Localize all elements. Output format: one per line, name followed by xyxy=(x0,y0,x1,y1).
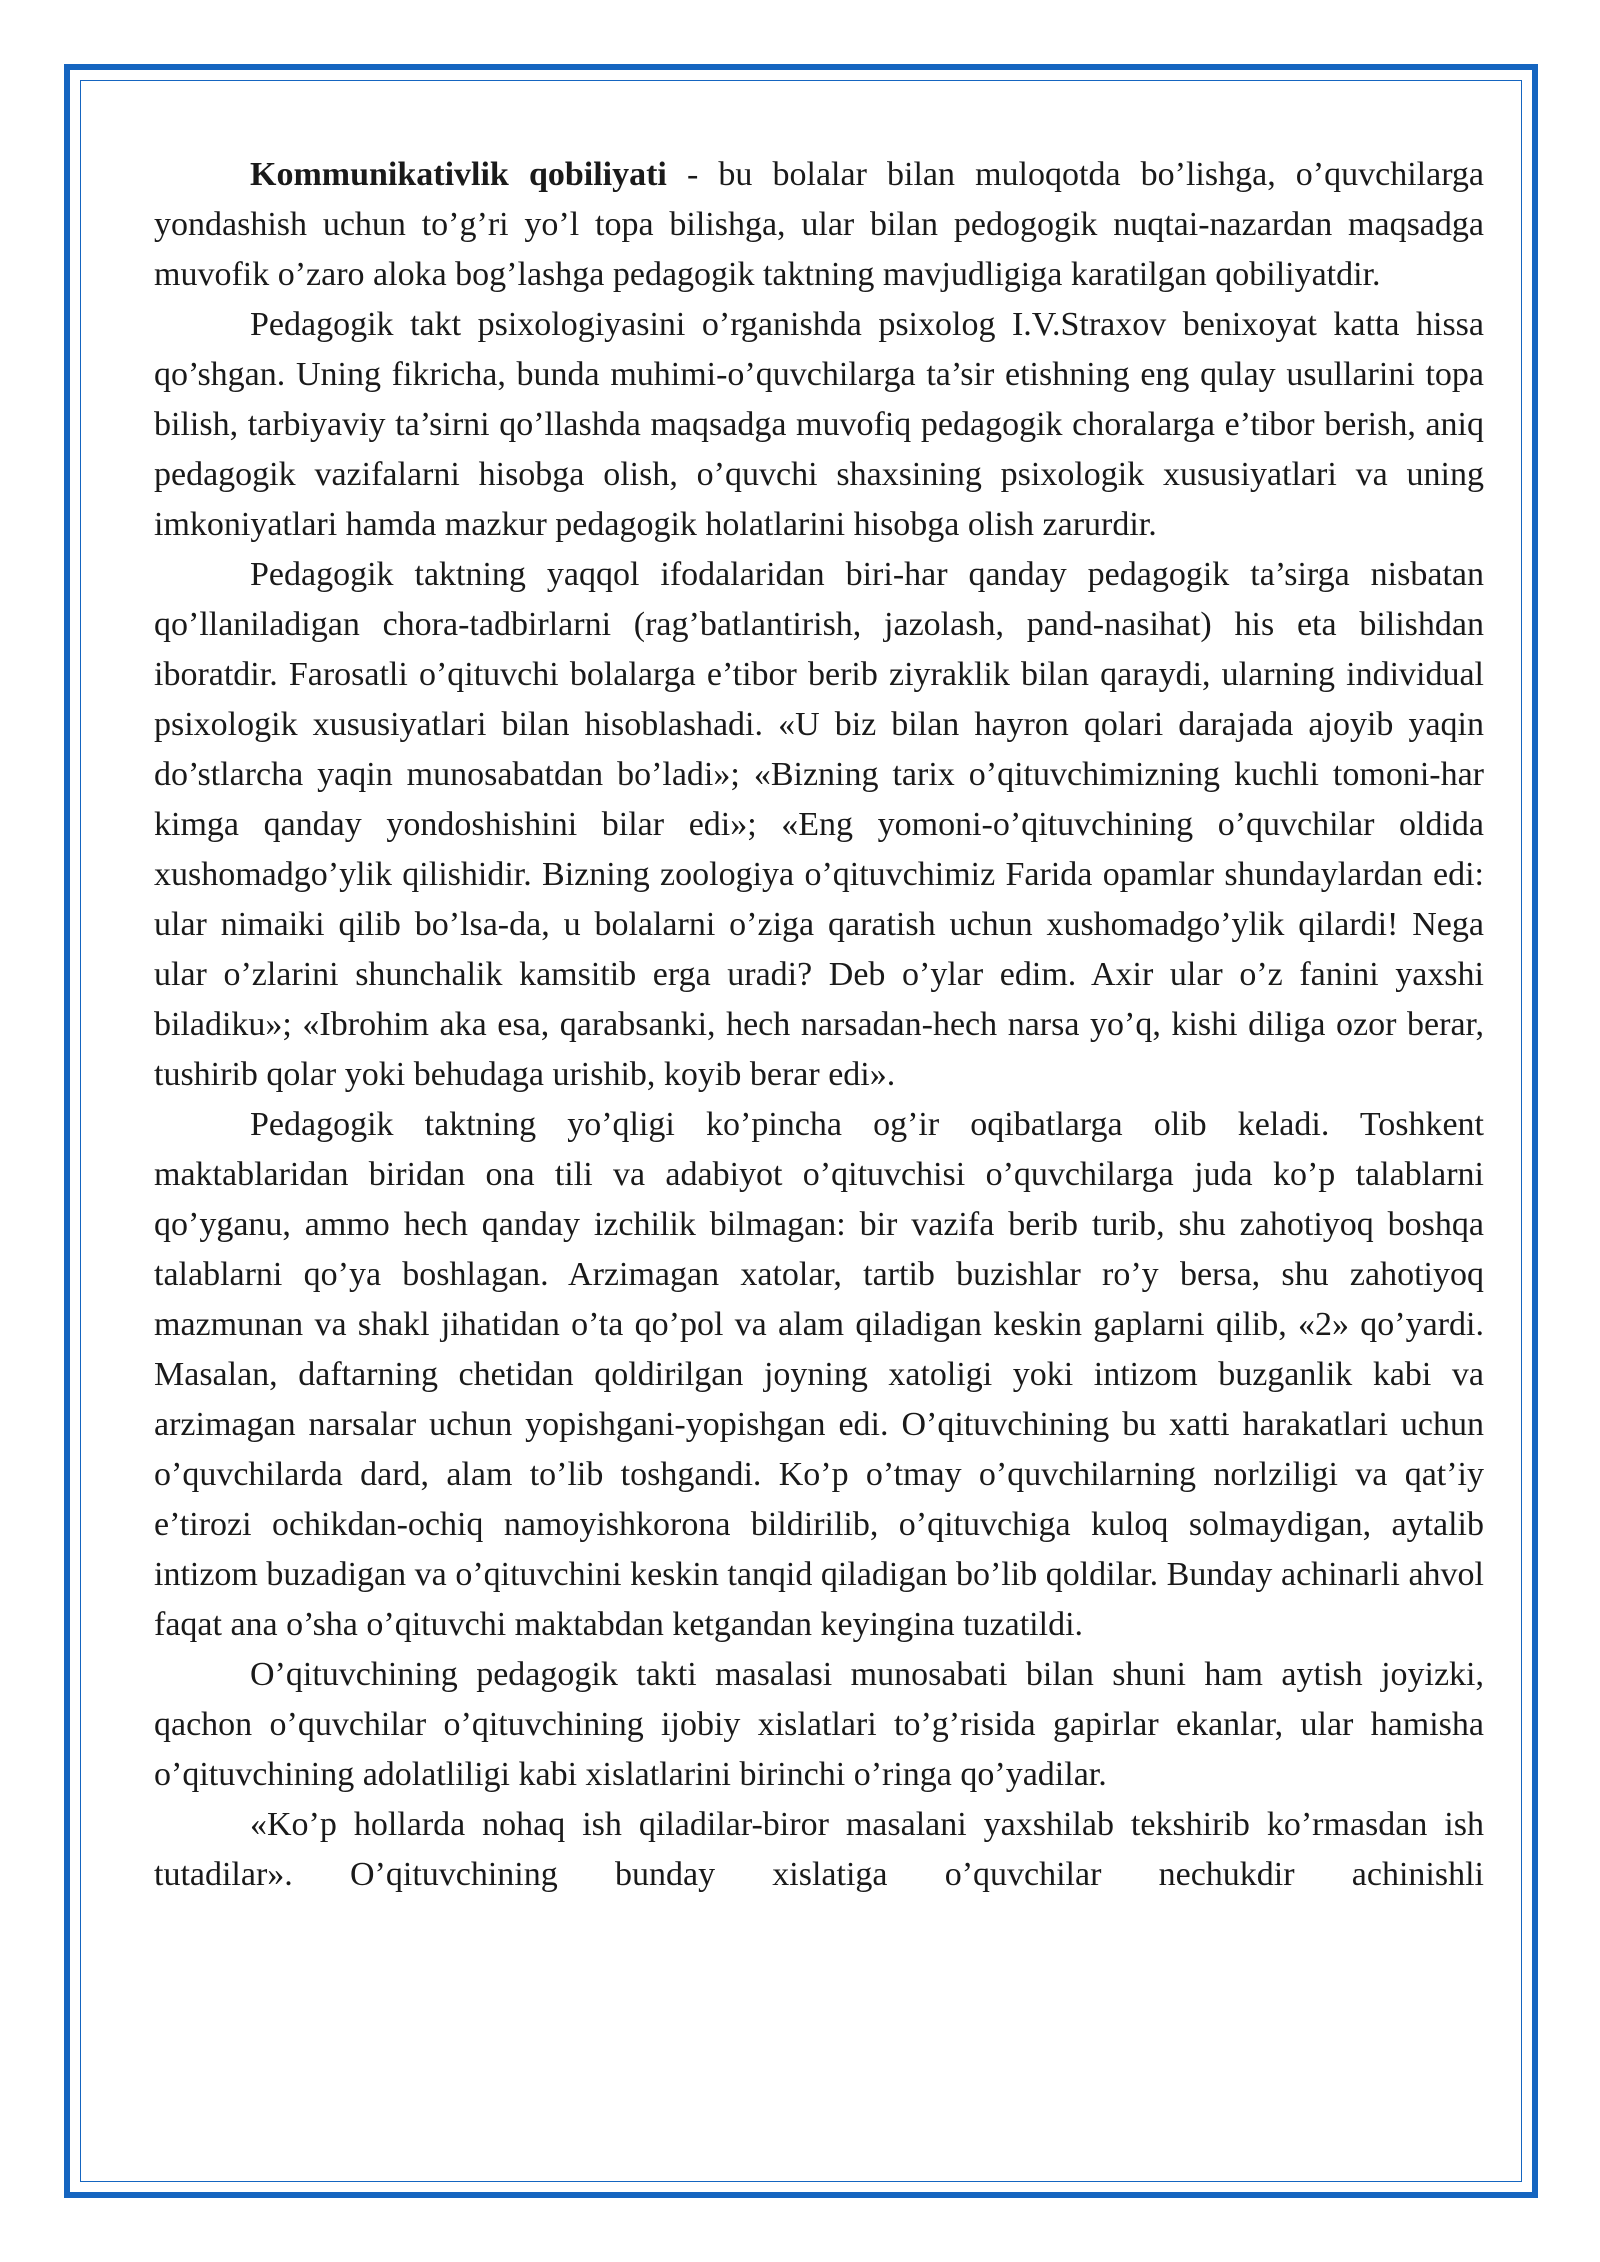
term-heading: Kommunikativlik qobiliyati xyxy=(250,156,667,193)
paragraph-1 xyxy=(154,150,1484,300)
paragraph-2: Pedagogik takt psixologiyasini o’rganishda psixolog I.V.Straxov benixoyat katta hissa qo’shgan. Uning fikricha, bunda muhimi-o’quvchilarga ta’sir etishning eng qulay usullarini topa bilish, tarbiyaviy ta’sirni qo’llashda maqsadga muvofiq pedagogik choralarga e’tibor berish, aniq pedagogik vazifalarni hisobga olish, o’quvchi shaxsining psixologik xususiyatlari va uning imkoniyatlari hamda mazkur pedagogik holatlarini hisobga olish zarurdir. xyxy=(154,306,1484,543)
paragraph-4: Pedagogik taktning yo’qligi ko’pincha og’ir oqibatlarga olib keladi. Toshkent maktablaridan biridan ona tili va adabiyot o’qituvchisi o’quvchilarga juda ko’p talablarni qo’yganu, ammo hech qanday izchilik bilmagan: bir vazifa berib turib, shu zahotiyoq boshqa talablarni qo’ya boshlagan. Arzimagan xatolar, tartib buzishlar ro’y bersa, shu zahotiyoq mazmunan va shakl jihatidan o’ta qo’pol va alam qiladigan keskin gaplarni qilib, «2» qo’yardi. Masalan, daftarning chetidan qoldirilgan joyning xatoligi yoki intizom buzganlik kabi va arzimagan narsalar uchun yopishgani-yopishgan edi. O’qituvchining bu xatti harakatlari uchun o’quvchilarda dard, alam to’lib toshgandi. Ko’p o’tmay o’quvchilarning norlziligi va qat’iy e’tirozi ochikdan-ochiq namoyishkorona bildirilib, o’qituvchiga kuloq solmaydigan, aytalib intizom buzadigan va o’qituvchini keskin tanqid qiladigan bo’lib qoldilar. Bunday achinarli ahvol faqat ana o’sha o’qituvchi maktabdan ketgandan keyingina tuzatildi. xyxy=(154,1106,1484,1643)
paragraph-3: Pedagogik taktning yaqqol ifodalaridan biri-har qanday pedagogik ta’sirga nisbatan qo’llaniladigan chora-tadbirlarni (rag’batlantirish, jazolash, pand-nasihat) his eta bilishdan iboratdir. Farosatli o’qituvchi bolalarga e’tibor berib ziyraklik bilan qaraydi, ularning individual psixologik xususiyatlari bilan hisoblashadi. «U biz bilan hayron qolari darajada ajoyib yaqin do’stlarcha yaqin munosabatdan bo’ladi»; «Bizning tarix o’qituvchimizning kuchli tomoni-har kimga qanday yondoshishini bilar edi»; «Eng yomoni-o’qituvchining o’quvchilar oldida xushomadgo’ylik qilishidir. Bizning zoologiya o’qituvchimiz Farida opamlar shundaylardan edi: ular nimaiki qilib bo’lsa-da, u bolalarni o’ziga qaratish uchun xushomadgo’ylik qilardi! Nega ular o’zlarini shunchalik kamsitib erga uradi? Deb o’ylar edim. Axir ular o’z fanini yaxshi biladiku»; «Ibrohim aka esa, qarabsanki, hech narsadan-hech narsa yo’q, kishi diliga ozor berar, tushirib qolar yoki behudaga urishib, koyib berar edi». xyxy=(154,556,1484,1093)
paragraph-1-text: - bu bolalar bilan muloqotda bo’lishga, o’quvchilarga yondashish uchun to’g’ri yo’l topa bilishga, ular bilan pedogogik nuqtai-nazardan maqsadga muvofik o’zaro aloka bog’lashga pedagogik taktning mavjudligiga karatilgan qobiliyatdir. xyxy=(154,156,1484,293)
paragraph-6: «Ko’p hollarda nohaq ish qiladilar-biror masalani yaxshilab tekshirib ko’rmasdan ish tutadilar». O’qituvchining bunday xislatiga o’quvchilar nechukdir achinishli xyxy=(154,1806,1484,1893)
document-body xyxy=(154,150,1484,1900)
paragraph-5: O’qituvchining pedagogik takti masalasi munosabati bilan shuni ham aytish joyizki, qachon o’quvchilar o’qituvchining ijobiy xislatlari to’g’risida gapirlar ekanlar, ular hamisha o’qituvchining adolatliligi kabi xislatlarini birinchi o’ringa qo’yadilar. xyxy=(154,1656,1484,1793)
